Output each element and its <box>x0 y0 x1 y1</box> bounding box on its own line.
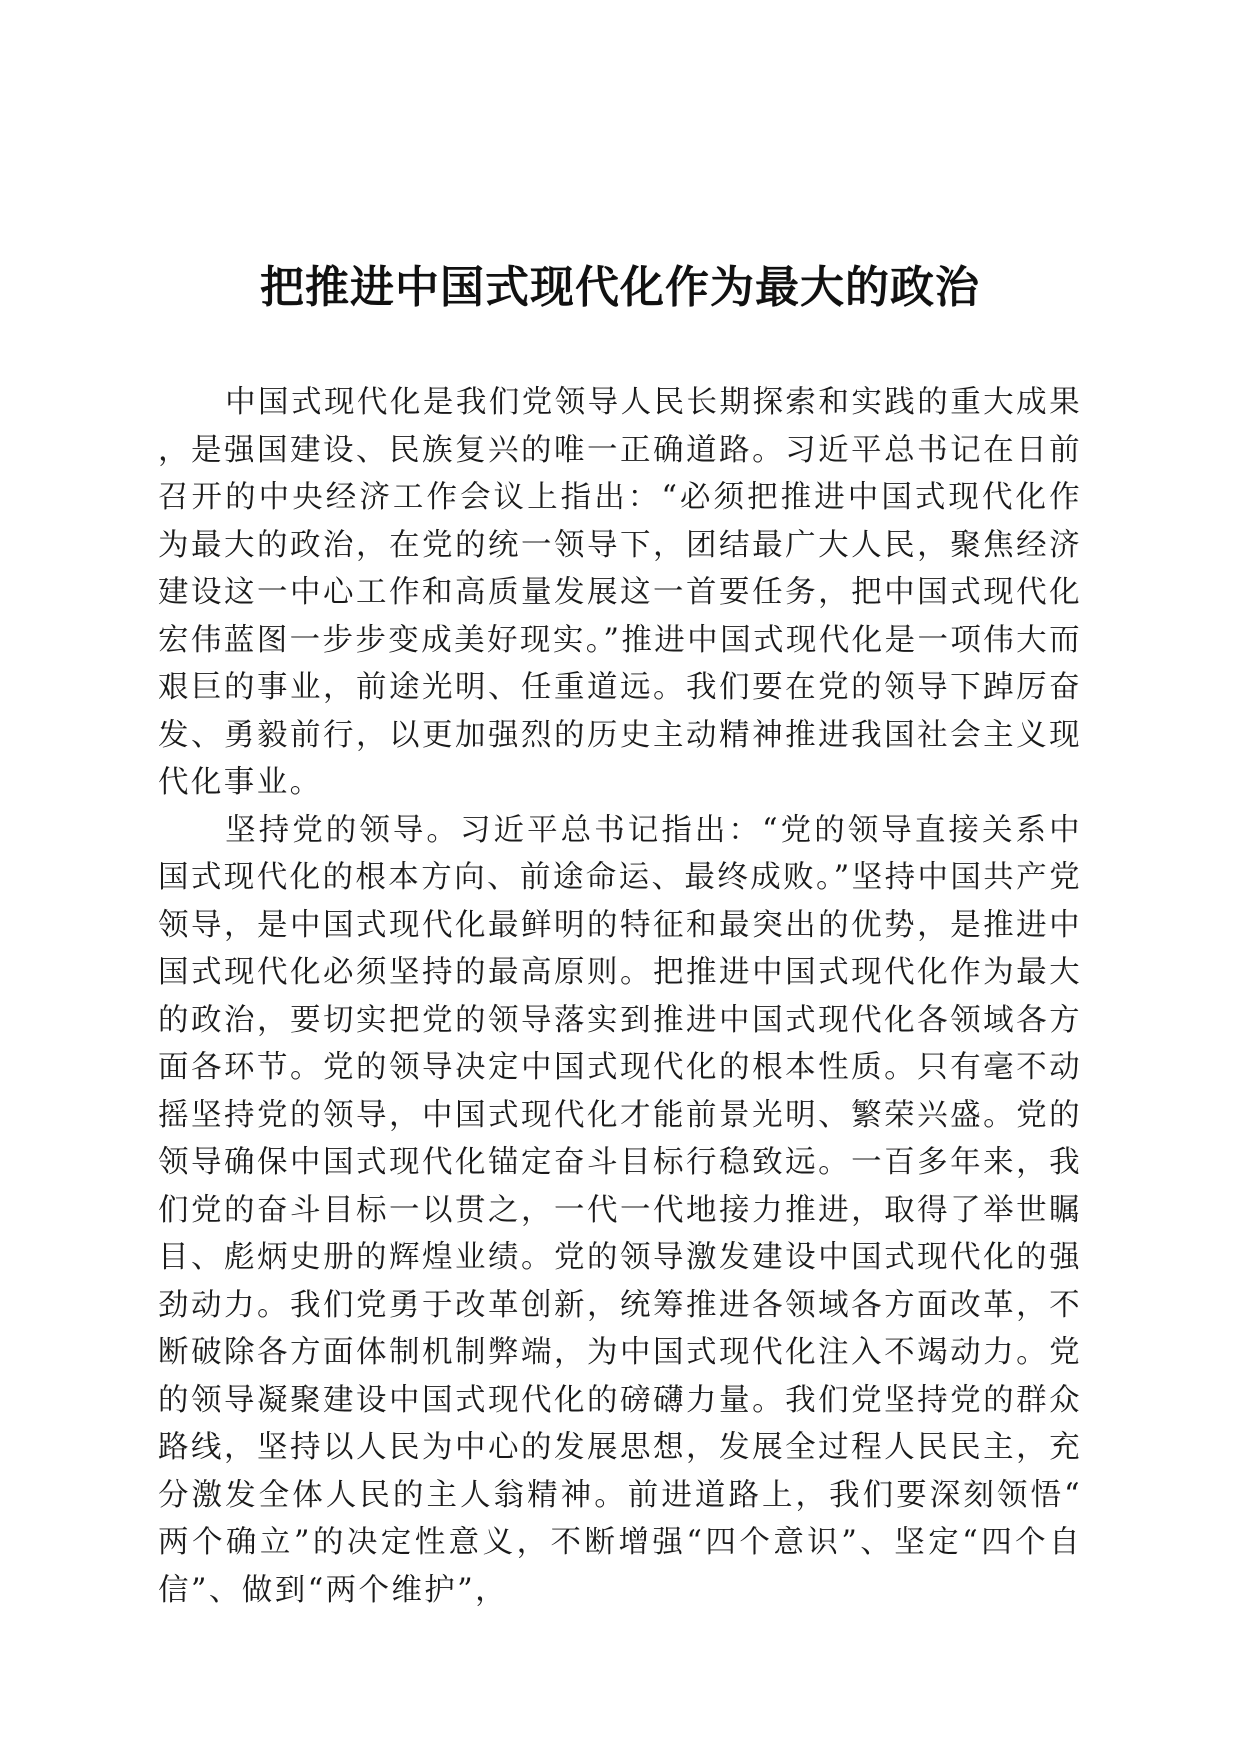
paragraph-intro: 中国式现代化是我们党领导人民长期探索和实践的重大成果，是强国建设、民族复兴的唯一正确道路。习近平总书记在日前召开的中央经济工作会议上指出：“必须把推进中国式现代化作为最大的政治，在党的统一领导下，团结最广大人民，聚焦经济建设这一中心工作和高质量发展这一首要任务，把中国式现代化宏伟蓝图一步步变成美好现实。”推进中国式现代化是一项伟大而艰巨的事业，前途光明、任重道远。我们要在党的领导下踔厉奋发、勇毅前行，以更加强烈的历史主动精神推进我国社会主义现代化事业。 <box>158 385 1082 800</box>
paragraph-party-leadership: 坚持党的领导。习近平总书记指出：“党的领导直接关系中国式现代化的根本方向、前途命运、最终成败。”坚持中国共产党领导，是中国式现代化最鲜明的特征和最突出的优势，是推进中国式现代化必须坚持的最高原则。把推进中国式现代化作为最大的政治，要切实把党的领导落实到推进中国式现代化各领域各方面各环节。党的领导决定中国式现代化的根本性质。只有毫不动摇坚持党的领导，中国式现代化才能前景光明、繁荣兴盛。党的领导确保中国式现代化锚定奋斗目标行稳致远。一百多年来，我们党的奋斗目标一以贯之，一代一代地接力推进，取得了举世瞩目、彪炳史册的辉煌业绩。党的领导激发建设中国式现代化的强劲动力。我们党勇于改革创新，统筹推进各领域各方面改革，不断破除各方面体制机制弊端，为中国式现代化注入不竭动力。党的领导凝聚建设中国式现代化的磅礴力量。我们党坚持党的群众路线，坚持以人民为中心的发展思想，发展全过程人民民主，充分激发全体人民的主人翁精神。前进道路上，我们要深刻领悟“两个确立”的决定性意义，不断增强“四个意识”、坚定“四个自信”、做到“两个维护”， <box>158 812 1082 1608</box>
document-title: 把推进中国式现代化作为最大的政治 <box>260 262 980 313</box>
document-body <box>158 379 1082 1614</box>
